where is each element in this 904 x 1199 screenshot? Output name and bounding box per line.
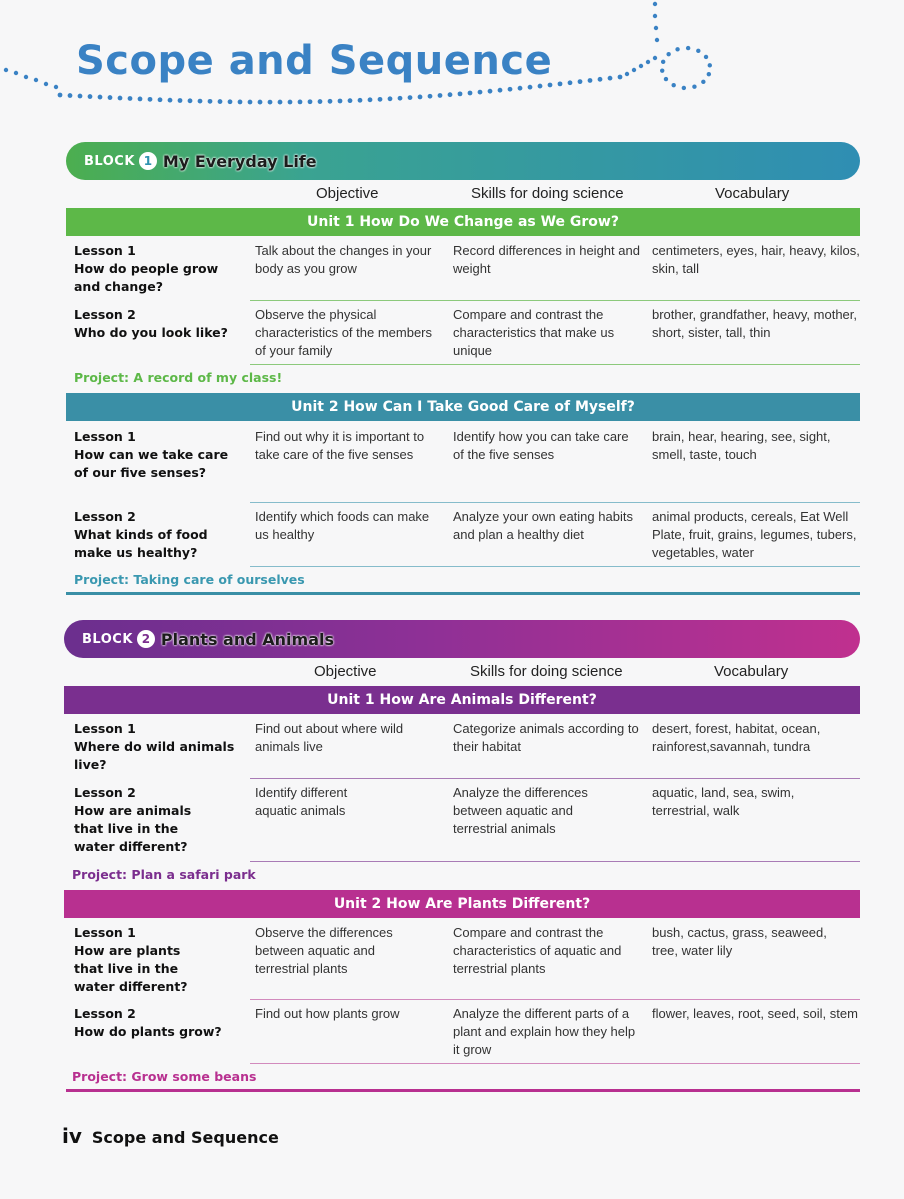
decoration-dot xyxy=(608,76,613,81)
block-2-header xyxy=(64,620,860,658)
decoration-dot xyxy=(686,46,690,50)
decoration-dot xyxy=(498,88,503,93)
row-divider xyxy=(250,300,860,301)
decoration-dot xyxy=(208,99,213,104)
decoration-dot xyxy=(108,95,113,100)
lesson-title: Lesson 1 Where do wild animals live? xyxy=(74,721,235,772)
block-number: 2 xyxy=(137,630,155,648)
decoration-dot xyxy=(468,91,473,96)
vocabulary-cell: aquatic, land, sea, swim, terrestrial, walk xyxy=(652,785,795,818)
decoration-dot xyxy=(178,98,183,103)
decoration-dot xyxy=(518,86,523,91)
decoration-dot xyxy=(128,96,133,101)
decoration-dot xyxy=(418,95,423,100)
row-divider xyxy=(250,1063,860,1064)
decoration-dot xyxy=(692,85,696,89)
row-divider xyxy=(250,999,860,1000)
skills-cell: Compare and contrast the characteristics that make us unique xyxy=(453,307,615,358)
decoration-dot xyxy=(478,90,483,95)
decoration-dot xyxy=(168,98,173,103)
decoration-dot xyxy=(632,68,636,72)
decoration-dot xyxy=(24,75,28,79)
footer-label: Scope and Sequence xyxy=(91,1128,279,1147)
row-divider xyxy=(250,778,860,779)
decoration-dot xyxy=(655,38,659,42)
decoration-dot xyxy=(558,81,563,86)
decoration-dot xyxy=(288,100,293,105)
lesson-title: Lesson 2 How do plants grow? xyxy=(74,1006,222,1039)
page-footer xyxy=(62,1124,279,1148)
decoration-dot xyxy=(78,94,83,99)
objective-cell: Identify different aquatic animals xyxy=(255,785,348,818)
skills-cell: Record differences in height and weight xyxy=(453,243,640,276)
project-label: Project: Taking care of ourselves xyxy=(74,572,305,587)
vocabulary-cell: brain, hear, hearing, see, sight, smell, taste, touch xyxy=(652,429,831,462)
decoration-dot xyxy=(646,60,650,64)
decoration-dot xyxy=(4,68,8,72)
decoration-dot xyxy=(248,100,253,105)
decoration-dot xyxy=(666,52,670,56)
unit-header: Unit 1 How Are Animals Different? xyxy=(64,686,860,714)
decoration-dot xyxy=(408,95,413,100)
decoration-dot xyxy=(198,99,203,104)
decoration-dot xyxy=(68,93,73,98)
column-header-objective: Objective xyxy=(314,663,377,680)
objective-cell: Talk about the changes in your body as you grow xyxy=(255,243,432,276)
objective-cell: Find out why it is important to take care of the five senses xyxy=(255,429,425,462)
decoration-dot xyxy=(348,98,353,103)
skills-cell: Identify how you can take care of the five senses xyxy=(453,429,629,462)
skills-cell: Categorize animals according to their habitat xyxy=(453,721,639,754)
decoration-dot xyxy=(653,56,657,60)
block-label: BLOCK xyxy=(82,631,133,647)
decoration-dot xyxy=(578,79,583,84)
decoration-dot xyxy=(378,97,383,102)
decoration-dot xyxy=(278,100,283,105)
decoration-dot xyxy=(228,99,233,104)
decoration-dot xyxy=(653,2,657,6)
decoration-dot xyxy=(664,77,668,81)
decoration-dot xyxy=(704,55,708,59)
page-title: Scope and Sequence xyxy=(76,38,553,84)
objective-cell: Find out how plants grow xyxy=(255,1006,400,1021)
decoration-dot xyxy=(696,49,700,53)
row-divider xyxy=(250,364,860,365)
block-number: 1 xyxy=(139,152,157,170)
decoration-dot xyxy=(654,26,658,30)
vocabulary-cell: centimeters, eyes, hair, heavy, kilos, skin, tall xyxy=(652,243,860,276)
decoration-dot xyxy=(682,86,686,90)
project-label: Project: Grow some beans xyxy=(72,1069,257,1084)
column-header-vocabulary: Vocabulary xyxy=(714,663,789,680)
decoration-dot xyxy=(528,85,533,90)
decoration-dot xyxy=(625,72,629,76)
decoration-dot xyxy=(238,100,243,105)
block-end-rule xyxy=(66,592,860,595)
decoration-dot xyxy=(158,97,163,102)
objective-cell: Find out about where wild animals live xyxy=(255,721,404,754)
decoration-dot xyxy=(258,100,263,105)
decoration-dot xyxy=(308,99,313,104)
decoration-dot xyxy=(568,80,573,85)
objective-cell: Observe the differences between aquatic and terrestrial plants xyxy=(255,925,393,976)
decoration-dot xyxy=(268,100,273,105)
decoration-dot xyxy=(98,95,103,100)
decoration-dot xyxy=(358,98,363,103)
row-divider xyxy=(250,566,860,567)
decoration-dot xyxy=(538,84,543,89)
decoration-dot xyxy=(653,14,657,18)
decoration-dot xyxy=(44,82,48,86)
decoration-dot xyxy=(660,68,664,72)
decoration-dot xyxy=(138,97,143,102)
skills-cell: Analyze the differences between aquatic and terrestrial animals xyxy=(453,785,588,836)
decoration-dot xyxy=(118,96,123,101)
decoration-dot xyxy=(671,83,675,87)
unit-header: Unit 2 How Can I Take Good Care of Myself? xyxy=(66,393,860,421)
block-title: My Everyday Life xyxy=(162,151,317,171)
decoration-dot xyxy=(448,92,453,97)
decoration-dot xyxy=(218,99,223,104)
decoration-dot xyxy=(148,97,153,102)
decoration-dot xyxy=(298,100,303,105)
lesson-title: Lesson 1 How are plants that live in the water different? xyxy=(74,925,188,994)
decoration-dot xyxy=(708,63,712,67)
row-divider xyxy=(250,502,860,503)
vocabulary-cell: brother, grandfather, heavy, mother, short, sister, tall, thin xyxy=(652,307,857,340)
skills-cell: Analyze your own eating habits and plan a healthy diet xyxy=(453,509,633,542)
vocabulary-cell: animal products, cereals, Eat Well Plate, fruit, grains, legumes, tubers, vegetables, water xyxy=(652,509,857,560)
block-label: BLOCK xyxy=(84,153,135,169)
decoration-dot xyxy=(34,78,38,82)
column-header-skills: Skills for doing science xyxy=(470,663,623,680)
unit-header: Unit 2 How Are Plants Different? xyxy=(64,890,860,918)
decoration-dot xyxy=(54,85,58,89)
lesson-title: Lesson 2 What kinds of food make us healthy? xyxy=(74,509,208,560)
vocabulary-cell: bush, cactus, grass, seaweed, tree, water lily xyxy=(652,925,827,958)
column-header-vocabulary: Vocabulary xyxy=(715,185,790,202)
lesson-title: Lesson 2 How are animals that live in the water different? xyxy=(74,785,192,854)
lesson-title: Lesson 1 How can we take care of our five senses? xyxy=(74,429,229,480)
objective-cell: Identify which foods can make us healthy xyxy=(255,509,430,542)
decoration-dot xyxy=(338,99,343,104)
lesson-title: Lesson 1 How do people grow and change? xyxy=(74,243,219,294)
block-1-header xyxy=(66,142,860,180)
decoration-dot xyxy=(188,98,193,103)
decoration-dot xyxy=(14,71,18,75)
decoration-dot xyxy=(508,87,513,92)
vocabulary-cell: desert, forest, habitat, ocean, rainforest,savannah, tundra xyxy=(652,721,821,754)
decoration-dot xyxy=(488,89,493,94)
row-divider xyxy=(250,861,860,862)
decoration-dot xyxy=(318,99,323,104)
decoration-dot xyxy=(88,94,93,99)
project-label: Project: Plan a safari park xyxy=(72,867,256,882)
column-header-objective: Objective xyxy=(316,185,379,202)
decoration-dot xyxy=(368,97,373,102)
skills-cell: Compare and contrast the characteristics of aquatic and terrestrial plants xyxy=(453,925,622,976)
page-number: iv xyxy=(62,1124,82,1148)
decoration-dot xyxy=(458,91,463,96)
decoration-dot xyxy=(618,75,623,80)
decoration-dot xyxy=(58,93,63,98)
skills-cell: Analyze the different parts of a plant and explain how they help it grow xyxy=(453,1006,636,1057)
column-header-skills: Skills for doing science xyxy=(471,185,624,202)
vocabulary-cell: flower, leaves, root, seed, soil, stem xyxy=(652,1006,858,1021)
project-label: Project: A record of my class! xyxy=(74,370,283,385)
decoration-dot xyxy=(428,94,433,99)
decoration-dot xyxy=(328,99,333,104)
decoration-dot xyxy=(707,72,711,76)
decoration-dot xyxy=(438,93,443,98)
objective-cell: Observe the physical characteristics of the members of your family xyxy=(255,307,433,358)
decoration-dot xyxy=(598,77,603,82)
decoration-dot xyxy=(398,96,403,101)
lesson-title: Lesson 2 Who do you look like? xyxy=(74,307,228,340)
decoration-dot xyxy=(588,78,593,83)
decoration-dot xyxy=(661,60,665,64)
unit-header: Unit 1 How Do We Change as We Grow? xyxy=(66,208,860,236)
decoration-dot xyxy=(639,64,643,68)
block-end-rule xyxy=(66,1089,860,1092)
decoration-dot xyxy=(701,80,705,84)
decoration-dot xyxy=(675,47,679,51)
block-title: Plants and Animals xyxy=(160,629,334,649)
decoration-dot xyxy=(388,96,393,101)
